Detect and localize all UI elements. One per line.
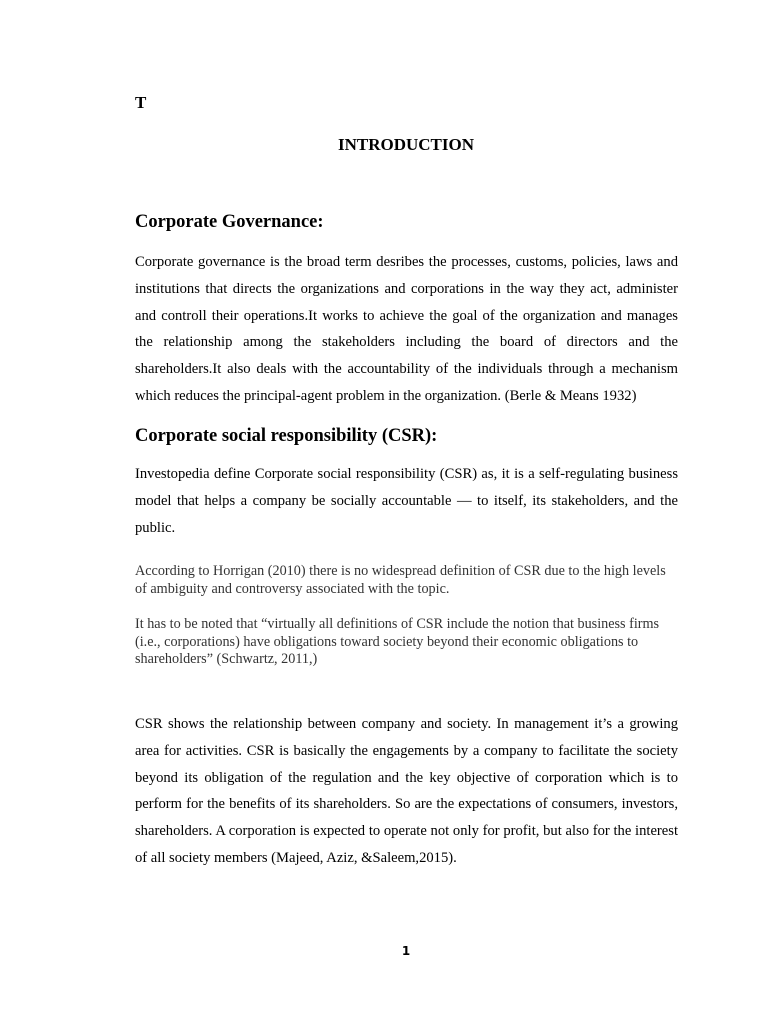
section-heading-csr: Corporate social responsibility (CSR):: [135, 426, 438, 446]
paragraph-csr-relationship: CSR shows the relationship between company and society. In management it’s a growing area for activities. CSR is basically the engagements by a company to facilitate the society beyond its obligation of the regulation and the key objective of corporation which is to perform for the benefits of its shareholders. So are the expectations of consumers, investors, shareholders. A corporation is expected to operate not only for profit, but also for the interest of all society members (Majeed, Aziz, &Saleem,2015).: [135, 716, 678, 866]
paragraph-corporate-governance: Corporate governance is the broad term desribes the processes, customs, policies, laws and institutions that directs the organizations and corporations in the way they act, administer and controll their operations.It works to achieve the goal of the organization and manages the relationship among the stakeholders including the board of directors and the shareholders.It also deals with the accountability of the individuals through a mechanism which reduces the principal-agent problem in the organization. (Berle & Means 1932): [135, 254, 678, 404]
stray-letter: T: [135, 93, 147, 112]
page-title: INTRODUCTION: [337, 135, 475, 154]
quote-schwartz: It has to be noted that “virtually all definitions of CSR include the notion that business firms (i.e., corporations) have obligations toward society beyond their economic obligations to shareholders” (Schwartz, 2011,): [135, 616, 660, 667]
section-heading-corporate-governance: Corporate Governance:: [135, 212, 324, 232]
quote-horrigan: According to Horrigan (2010) there is no widespread definition of CSR due to the high levels of ambiguity and controversy associated with the topic.: [135, 563, 666, 597]
paragraph-investopedia-definition: Investopedia define Corporate social responsibility (CSR) as, it is a self-regulating business model that helps a company be socially accountable — to itself, its stakeholders, and the public.: [135, 466, 678, 536]
page-number: 1: [401, 944, 411, 958]
